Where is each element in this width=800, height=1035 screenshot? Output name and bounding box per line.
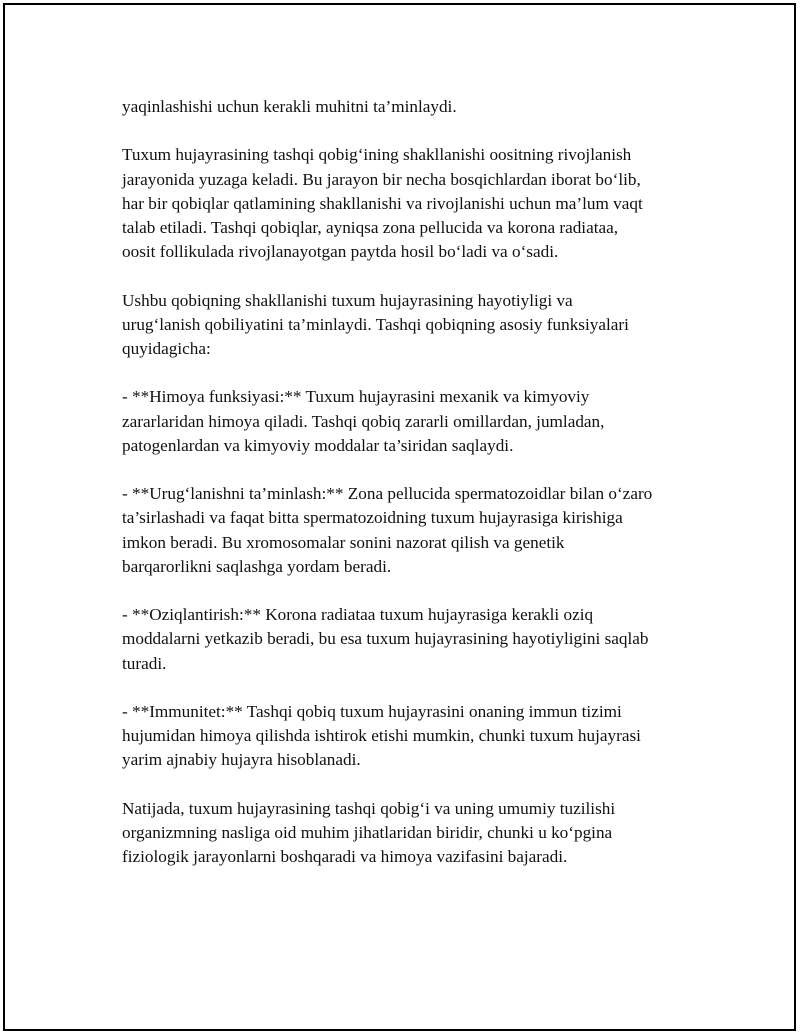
paragraph-conclusion — [122, 797, 712, 870]
paragraph-line: zararlaridan himoya qiladi. Tashqi qobiq zararli omillardan, jumladan, — [122, 411, 605, 431]
paragraph-line: urug‘lanish qobiliyatini ta’minlaydi. Tashqi qobiqning asosiy funksiyalari — [122, 314, 629, 334]
paragraph-intro-continuation — [122, 95, 712, 119]
page-frame — [3, 3, 796, 1031]
paragraph-line: talab etiladi. Tashqi qobiqlar, ayniqsa zona pellucida va korona radiataa, — [122, 218, 619, 237]
paragraph-line: yaqinlashishi uchun kerakli muhitni ta’minlaydi. — [122, 97, 457, 116]
paragraph-line: Tuxum hujayrasining tashqi qobig‘ining shakllanishi oositning rivojlanish — [122, 145, 632, 165]
list-item-protection — [122, 385, 712, 458]
paragraph-line: jarayonida yuzaga keladi. Bu jarayon bir necha bosqichlardan iborat bo‘lib, — [122, 169, 641, 189]
paragraph-line: turadi. — [122, 653, 167, 673]
paragraph-line: ta’sirlashadi va faqat bitta spermatozoidning tuxum hujayrasiga kirishiga — [122, 508, 623, 528]
paragraph-line: hujumidan himoya qilishda ishtirok etishi mumkin, chunki tuxum hujayrasi — [122, 726, 641, 746]
paragraph-line: organizmning nasliga oid muhim jihatlaridan biridir, chunki u ko‘pgina — [122, 822, 613, 842]
paragraph-line: barqarorlikni saqlashga yordam beradi. — [122, 556, 392, 576]
paragraph-line: - **Himoya funksiyasi:** Tuxum hujayrasini mexanik va kimyoviy — [122, 387, 590, 407]
paragraph-line: yarim ajnabiy hujayra hisoblanadi. — [122, 750, 361, 770]
paragraph-line: fiziologik jarayonlarni boshqaradi va himoya vazifasini bajaradi. — [122, 847, 568, 867]
paragraph-line: har bir qobiqlar qatlamining shakllanishi va rivojlanishi uchun ma’lum vaqt — [122, 193, 643, 213]
paragraph-functions-intro — [122, 289, 712, 362]
paragraph-line: Natijada, tuxum hujayrasining tashqi qobig‘i va uning umumiy tuzilishi — [122, 798, 616, 818]
list-item-nutrition — [122, 603, 712, 676]
paragraph-line: - **Immunitet:** Tashqi qobiq tuxum hujayrasini onaning immun tizimi — [122, 701, 622, 721]
paragraph-line: oosit follikulada rivojlanayotgan paytda hosil bo‘ladi va o‘sadi. — [122, 242, 559, 262]
paragraph-line: - **Oziqlantirish:** Korona radiataa tuxum hujayrasiga kerakli oziq — [122, 605, 594, 625]
paragraph-line: Ushbu qobiqning shakllanishi tuxum hujayrasining hayotiyligi va — [122, 290, 573, 310]
paragraph-line: moddalarni yetkazib beradi, bu esa tuxum hujayrasining hayotiyligini saqlab — [122, 629, 649, 649]
list-item-fertilization — [122, 482, 712, 579]
paragraph-line: patogenlardan va kimyoviy moddalar ta’siridan saqlaydi. — [122, 435, 514, 455]
paragraph-line: imkon beradi. Bu xromosomalar sonini nazorat qilish va genetik — [122, 532, 565, 552]
paragraph-formation — [122, 143, 712, 264]
document-body — [122, 95, 712, 894]
paragraph-line: quyidagicha: — [122, 339, 211, 358]
list-item-immunity — [122, 700, 712, 773]
paragraph-line: - **Urug‘lanishni ta’minlash:** Zona pellucida spermatozoidlar bilan o‘zaro — [122, 484, 653, 504]
